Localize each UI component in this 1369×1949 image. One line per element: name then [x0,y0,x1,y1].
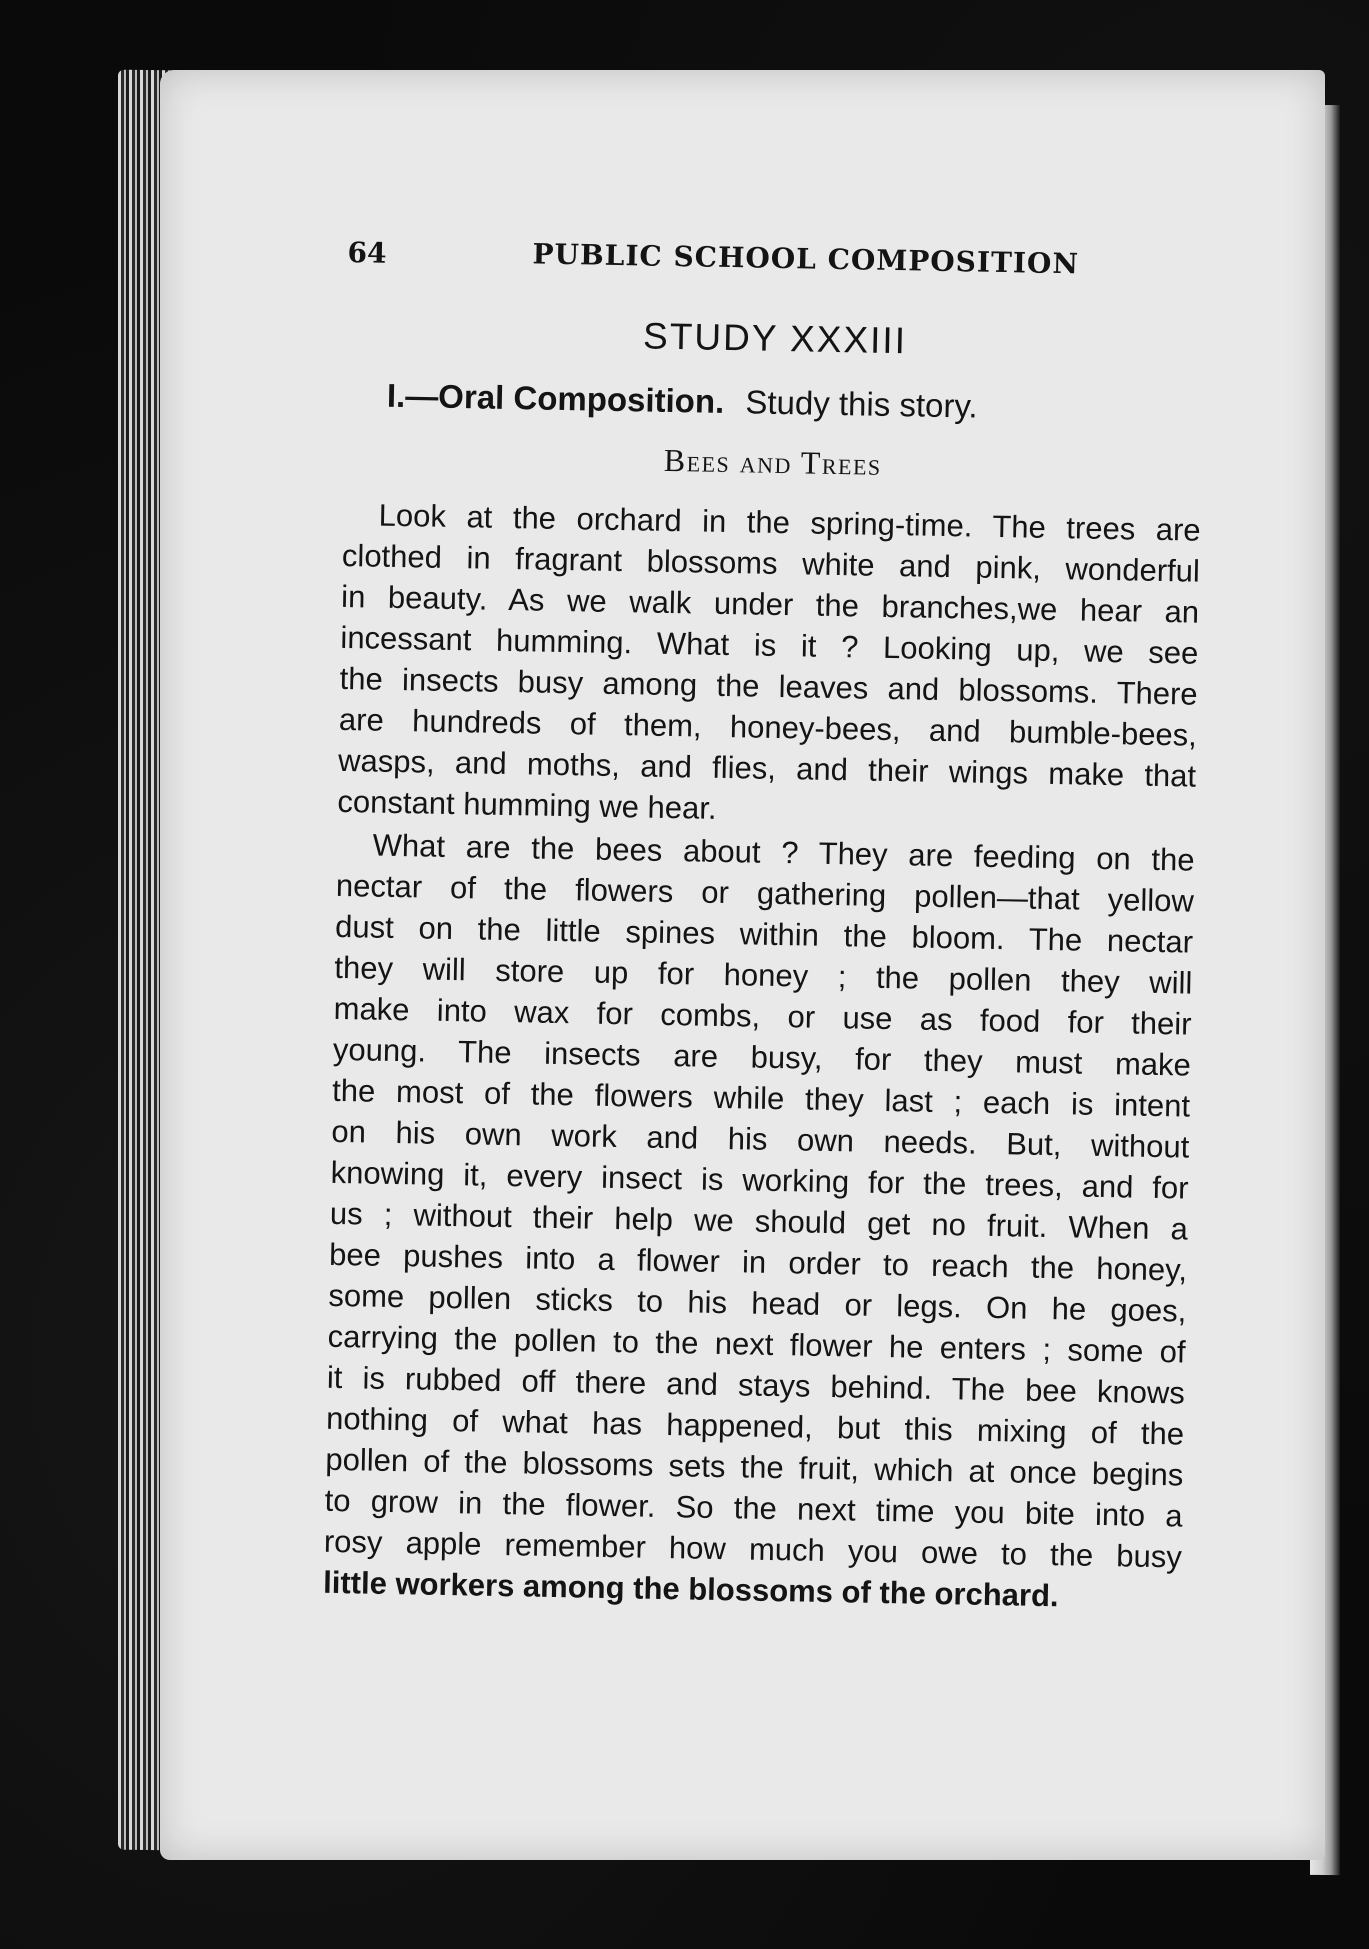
text-line: on his own work and his own needs. But, without [331,1113,1190,1165]
text-line: incessant humming. What is it ? Looking up, we see [340,619,1199,671]
text-line: nectar of the flowers or gathering pollen—that yellow [335,867,1195,919]
text-line: bee pushes into a flower in order to reach the honey, [328,1236,1188,1288]
text-line: to grow in the flower. So the next time you bite into a [324,1482,1183,1534]
text-line: make into wax for combs, or use as food for their [333,990,1192,1042]
text-line: they will store up for honey ; the pollen they will [334,949,1193,1001]
text-line: little workers among the blossoms of the orchard. [322,1564,1059,1614]
text-line: knowing it, every insect is working for the trees, and for [330,1154,1189,1206]
page-number: 64 [347,235,387,270]
text-line: the insects busy among the leaves and blossoms. There [339,660,1198,712]
text-line: pollen of the blossoms sets the fruit, which at once begins [325,1441,1184,1493]
text-line: nothing of what has happened, but this mixing of the [325,1400,1185,1452]
story-paragraph-2 [323,824,1195,1619]
section-label: I.—Oral Composition. [386,376,725,420]
page-content [323,228,1206,1618]
text-line: are hundreds of them, honey-bees, and bumble-bees, [338,701,1198,753]
text-line: some pollen sticks to his head or legs. On he goes, [328,1277,1187,1329]
section-heading [344,376,1203,444]
study-title: STUDY XXXIII [642,315,908,362]
text-line: us ; without their help we should get no fruit. When a [329,1195,1189,1247]
text-line: What are the bees about ? They are feeding on the [372,827,1195,878]
text-line: young. The insects are busy, for they must make [332,1031,1192,1083]
text-line: Look at the orchard in the spring-time. The trees are [378,497,1201,548]
text-line: it is rubbed off there and stays behind. The bee knows [326,1359,1186,1411]
text-line: rosy apple remember how much you owe to the busy [323,1523,1183,1575]
story-title: Bees and Trees [663,441,883,482]
running-head: PUBLIC SCHOOL COMPOSITION [532,237,1080,281]
story-paragraph-1 [337,494,1201,838]
text-line: the most of the flowers while they last ; each is intent [331,1072,1191,1124]
text-line: dust on the little spines within the bloom. The nectar [334,908,1194,960]
text-line: constant humming we hear. [337,783,717,826]
text-line: carrying the pollen to the next flower he enters ; some of [327,1318,1186,1370]
text-line: wasps, and moths, and flies, and their wings make that [337,742,1197,794]
text-line: in beauty. As we walk under the branches,we hear an [340,578,1200,630]
text-line: clothed in fragrant blossoms white and pink, wonderful [341,537,1201,589]
section-instruction: Study this story. [745,383,979,425]
